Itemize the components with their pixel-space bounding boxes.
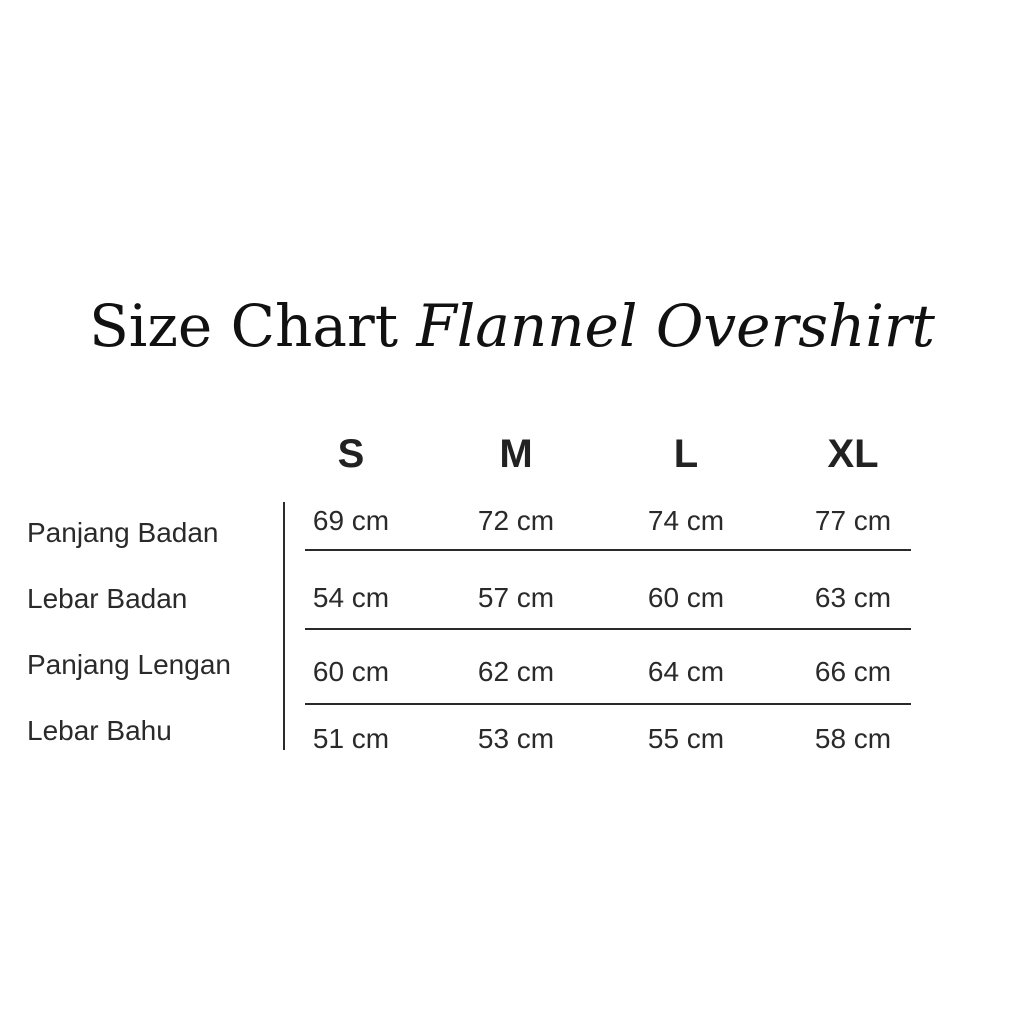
- table-vertical-divider: [283, 502, 285, 750]
- title-regular: Size Chart: [89, 292, 399, 360]
- row-divider-1: [305, 549, 911, 551]
- size-header-xl: XL: [827, 432, 879, 476]
- size-header-l: L: [673, 432, 699, 476]
- row-label-lebar-bahu: Lebar Bahu: [27, 715, 172, 746]
- row-divider-3: [305, 703, 911, 705]
- row-label-panjang-lengan: Panjang Lengan: [27, 649, 231, 680]
- cell-panjang-lengan-xl: 66 cm: [814, 656, 892, 687]
- cell-panjang-badan-xl: 77 cm: [814, 505, 892, 536]
- cell-lebar-bahu-l: 55 cm: [647, 723, 725, 754]
- size-header-m: M: [499, 432, 533, 476]
- cell-lebar-bahu-xl: 58 cm: [814, 723, 892, 754]
- page-title: [0, 290, 1024, 362]
- cell-lebar-badan-s: 54 cm: [312, 582, 390, 613]
- cell-panjang-badan-s: 69 cm: [312, 505, 390, 536]
- cell-panjang-badan-m: 72 cm: [477, 505, 555, 536]
- row-divider-2: [305, 628, 911, 630]
- row-label-lebar-badan: Lebar Badan: [27, 583, 188, 614]
- title-italic: Flannel Overshirt: [416, 292, 935, 360]
- row-label-panjang-badan: Panjang Badan: [27, 517, 219, 548]
- cell-panjang-badan-l: 74 cm: [647, 505, 725, 536]
- cell-lebar-badan-m: 57 cm: [477, 582, 555, 613]
- cell-panjang-lengan-l: 64 cm: [647, 656, 725, 687]
- cell-lebar-bahu-m: 53 cm: [477, 723, 555, 754]
- cell-lebar-badan-xl: 63 cm: [814, 582, 892, 613]
- cell-lebar-badan-l: 60 cm: [647, 582, 725, 613]
- cell-lebar-bahu-s: 51 cm: [312, 723, 390, 754]
- cell-panjang-lengan-m: 62 cm: [477, 656, 555, 687]
- size-header-s: S: [337, 432, 365, 476]
- cell-panjang-lengan-s: 60 cm: [312, 656, 390, 687]
